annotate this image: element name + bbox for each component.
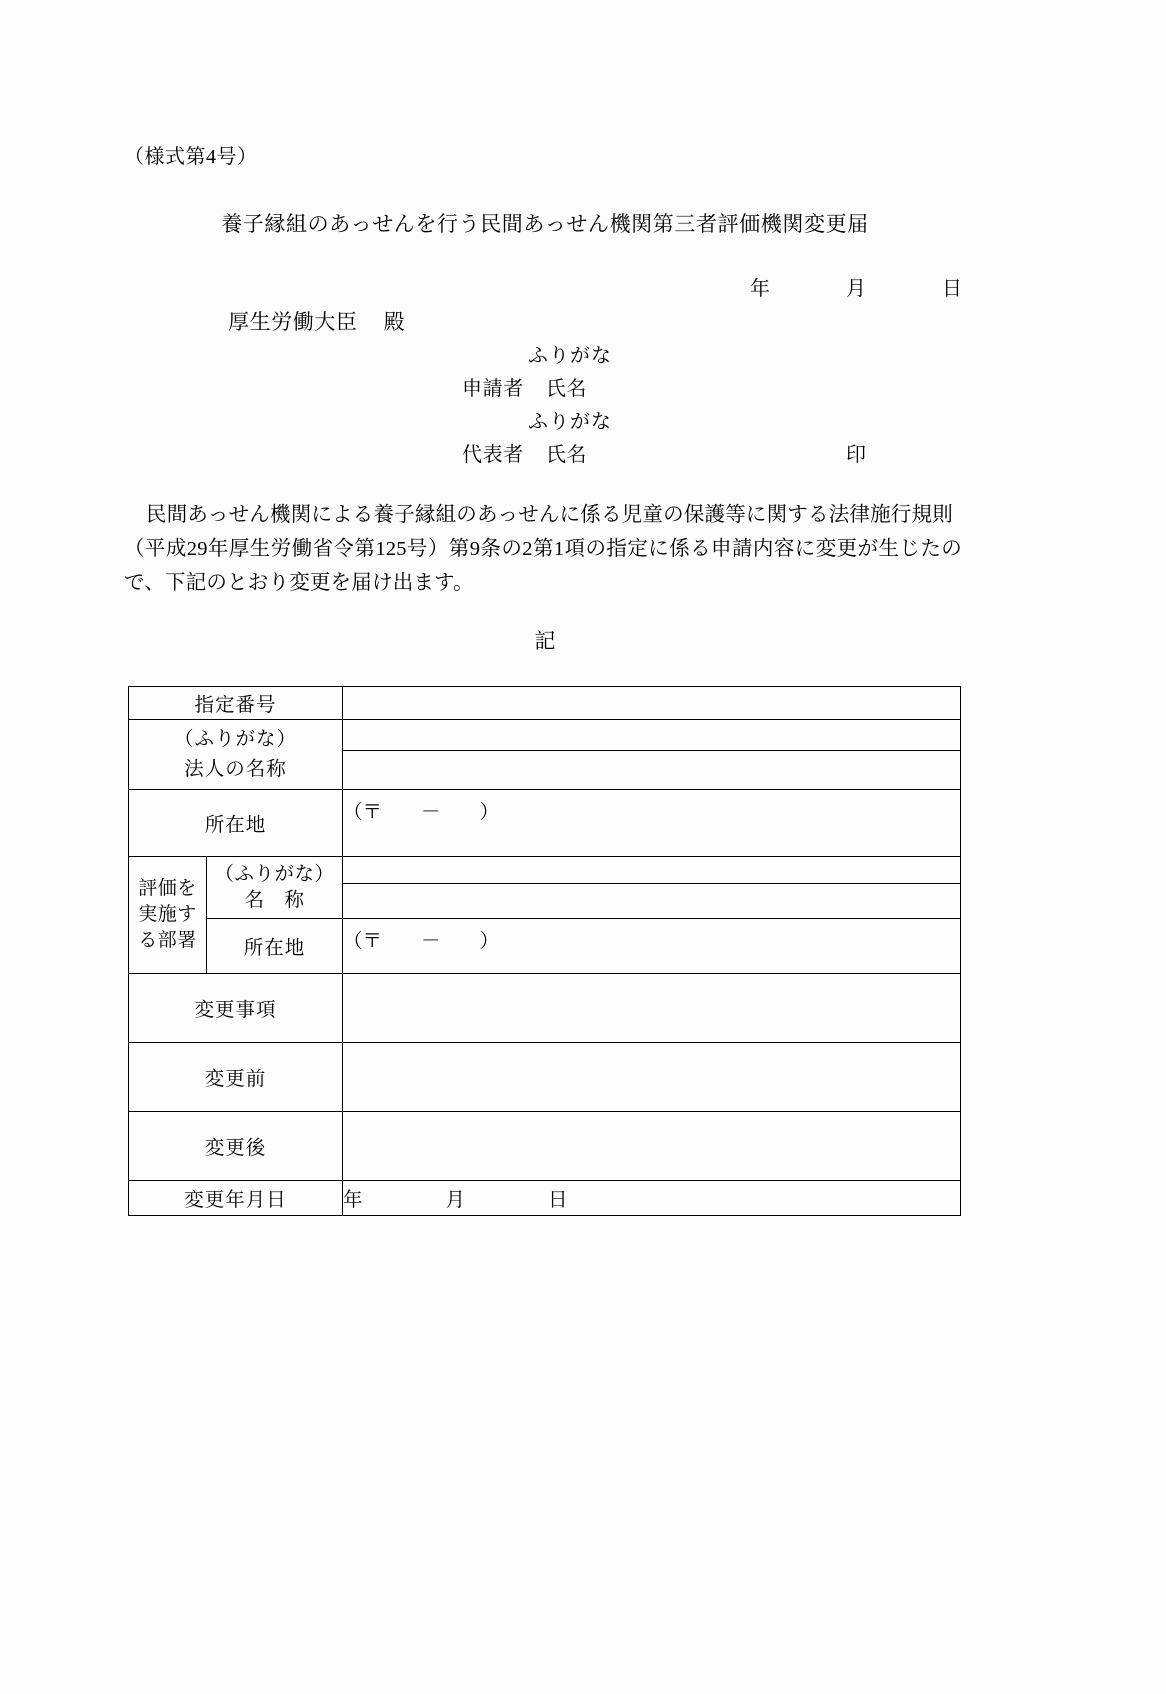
- department-group-label-line2: 実施す: [138, 904, 197, 925]
- table-row-designation-number: [129, 687, 961, 720]
- after-value[interactable]: [343, 1112, 961, 1181]
- corporation-furigana-value[interactable]: [343, 720, 961, 751]
- table-row-department-furigana: [129, 857, 961, 884]
- corporation-name-value[interactable]: [343, 751, 961, 790]
- change-item-value[interactable]: [343, 974, 961, 1043]
- table-row-after: [129, 1112, 961, 1181]
- designation-number-label: 指定番号: [129, 687, 343, 720]
- representative-name-field[interactable]: [462, 439, 587, 472]
- signature-block: [0, 340, 1166, 472]
- body-paragraph: [124, 498, 962, 600]
- department-group-label-line3: る部署: [138, 930, 197, 951]
- ki-mark: 記: [534, 629, 556, 653]
- applicant-name-row: [0, 373, 1166, 406]
- department-group-label: [129, 857, 207, 974]
- department-name-label: [207, 857, 343, 919]
- department-furigana-label: （ふりがな）: [214, 863, 335, 885]
- applicant-furigana-label: ふりがな: [528, 345, 612, 367]
- department-address-value[interactable]: [343, 919, 961, 974]
- change-notification-table: [128, 686, 961, 1216]
- applicant-name-field[interactable]: [462, 373, 587, 406]
- department-address-label: 所在地: [207, 919, 343, 974]
- change-date-label: 変更年月日: [129, 1181, 343, 1216]
- date-day-label: 日: [942, 278, 962, 300]
- department-name-value[interactable]: [343, 884, 961, 919]
- applicant-label: 申請者: [462, 378, 524, 400]
- applicant-furigana-row: [0, 340, 1166, 373]
- addressee-honorific: 殿: [383, 310, 406, 334]
- representative-name-label: 氏名: [545, 444, 588, 466]
- address-value[interactable]: [343, 790, 961, 857]
- date-year-label: 年: [750, 278, 770, 300]
- table-row-before: [129, 1043, 961, 1112]
- before-label: 変更前: [129, 1043, 343, 1112]
- table-row-address: [129, 790, 961, 857]
- representative-furigana-row: [0, 406, 1166, 439]
- date-month-label: 月: [846, 278, 866, 300]
- form-number: （様式第4号）: [124, 146, 258, 168]
- addressee-name: 厚生労働大臣: [228, 310, 358, 334]
- department-furigana-value[interactable]: [343, 857, 961, 884]
- address-label: 所在地: [129, 790, 343, 857]
- department-address-postal-placeholder: （〒 － ）: [343, 931, 500, 952]
- address-postal-placeholder: （〒 － ）: [343, 802, 500, 823]
- representative-furigana-label: ふりがな: [528, 411, 612, 433]
- after-label: 変更後: [129, 1112, 343, 1181]
- table-row-department-address: [129, 919, 961, 974]
- applicant-name-label: 氏名: [545, 378, 588, 400]
- body-line-2: （平成29年厚生労働省令第125号）第9条の2第1項の指定に係る申請内容に変更が生じたので、下記のとおり変更を届け出ます。: [124, 538, 962, 594]
- body-line-1: 民間あっせん機関による養子縁組のあっせんに係る児童の保護等に関する法律施行規則: [146, 504, 953, 526]
- corporation-name-text: 法人の名称: [184, 758, 287, 780]
- department-name-text: 名 称: [244, 889, 305, 911]
- change-item-label: 変更事項: [129, 974, 343, 1043]
- designation-number-value[interactable]: [343, 687, 961, 720]
- representative-label: 代表者: [462, 444, 524, 466]
- table-row-change-date: [129, 1181, 961, 1216]
- table-row-change-item: [129, 974, 961, 1043]
- before-value[interactable]: [343, 1043, 961, 1112]
- department-group-label-line1: 評価を: [138, 878, 197, 899]
- change-date-value[interactable]: 年 月 日: [343, 1181, 961, 1216]
- page-title: 養子縁組のあっせんを行う民間あっせん機関第三者評価機関変更届: [221, 212, 869, 236]
- seal-mark: 印: [846, 444, 866, 466]
- addressee-line: [228, 306, 405, 336]
- corporation-furigana-label: （ふりがな）: [174, 728, 298, 750]
- table-row-corporation-furigana: [129, 720, 961, 751]
- representative-name-row: [0, 439, 1166, 472]
- corporation-name-label: [129, 720, 343, 790]
- submission-date-line: [0, 272, 962, 301]
